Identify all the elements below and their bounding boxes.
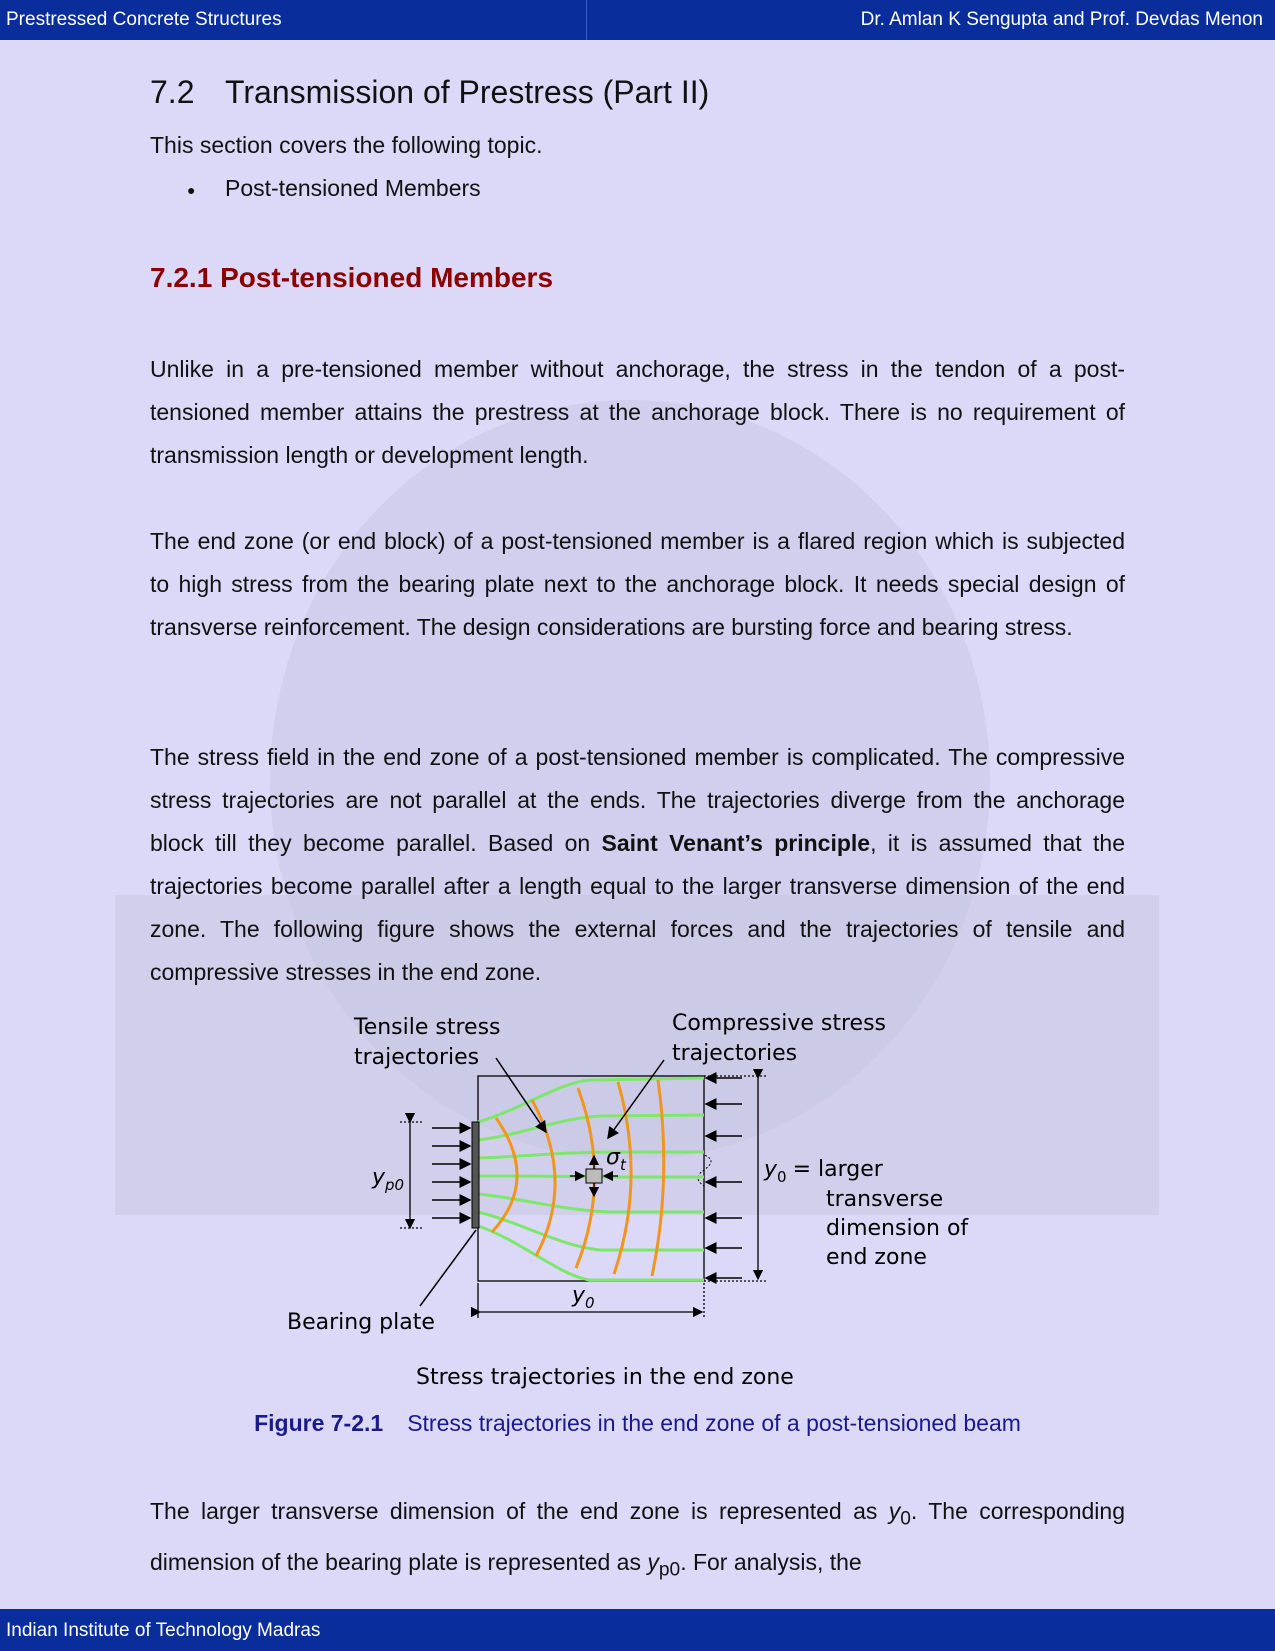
compressive-label-line1: Compressive stress [672, 1011, 887, 1036]
header-course-title: Prestressed Concrete Structures [6, 9, 282, 30]
footer-institute: Indian Institute of Technology Madras [6, 1620, 321, 1641]
p4-var-y0: y [888, 1498, 901, 1524]
section-title: Post-tensioned Members [220, 262, 554, 293]
p4-sub-y0: 0 [900, 1508, 911, 1530]
y0-desc-line4: end zone [826, 1245, 927, 1270]
compressive-label-line2: trajectories [672, 1041, 798, 1066]
yp0-label: $y_{p0}$ [372, 1165, 405, 1194]
section-heading [150, 262, 1125, 294]
p4-text-c: . For analysis, the [680, 1548, 862, 1575]
footer-bar [0, 1609, 1275, 1651]
paragraph-3 [150, 736, 1125, 994]
bearing-plate-shape [472, 1122, 479, 1228]
y0-vertical-dimension [704, 1076, 766, 1281]
paragraph-4 [150, 1490, 1125, 1591]
yp0-dimension [400, 1122, 422, 1228]
bearing-plate-label: Bearing plate [287, 1310, 435, 1335]
figure-subtitle: Stress trajectories in the end zone [416, 1365, 794, 1390]
p3-text-a: The stress field in the end zone of a post-tensioned member is complicated. The compressive stress trajectories are not parallel at the ends. The trajectories diverge from the anchorage block till they become parallel. Based on [150, 744, 1125, 856]
tensile-label-line2: trajectories [354, 1045, 480, 1070]
header-divider [586, 0, 587, 40]
figure-caption-text: Stress trajectories in the end zone of a post-tensioned beam [407, 1410, 1021, 1436]
bullet-text: Post-tensioned Members [225, 175, 481, 201]
bearing-load-arrows [432, 1128, 470, 1218]
sigma-label: $\sigma_t$ [606, 1145, 626, 1174]
p4-text-a: The larger transverse dimension of the end zone is represented as [150, 1498, 889, 1524]
p4-text-b: . The corresponding dimension of the bearing plate is represented as [150, 1498, 1125, 1575]
section-number: 7.2.1 [150, 262, 213, 293]
title-number: 7.2 [150, 74, 195, 110]
title-text: Transmission of Prestress (Part II) [225, 74, 710, 110]
page-title [150, 74, 1125, 111]
bullet-dot: ● [187, 181, 196, 198]
y0-desc-line2: transverse [826, 1187, 944, 1212]
y0-vertical-label: $y_0$ = larger [764, 1157, 883, 1186]
tensile-label-line1: Tensile stress [354, 1015, 501, 1040]
y0-desc-line3: dimension of [826, 1216, 969, 1241]
p3-text-b: , it is assumed that the trajectories become parallel after a length equal to the larger transverse dimension of the end zone. The following figure shows the external forces and the trajectories of tensile and compressive stresses in the end zone. [150, 830, 1125, 985]
p4-var-yp0: y [647, 1548, 659, 1575]
stress-trajectory-figure [260, 1000, 1000, 1390]
header-bar [0, 0, 1275, 40]
paragraph-2: The end zone (or end block) of a post-tensioned member is a flared region which is subjected to high stress from the bearing plate next to the anchorage block. It needs special design of transverse reinforcement. The design considerations are bursting force and bearing stress. [150, 528, 1125, 640]
stress-element [586, 1169, 602, 1183]
figure-caption [150, 1410, 1125, 1437]
paragraph-1: Unlike in a pre-tensioned member without anchorage, the stress in the tendon of a post-tensioned member attains the prestress at the anchorage block. There is no requirement of transmission length or development length. [150, 356, 1125, 468]
intro-text: This section covers the following topic. [150, 132, 543, 158]
header-authors: Dr. Amlan K Sengupta and Prof. Devdas Menon [860, 9, 1263, 30]
figure-svg [260, 1000, 1000, 1390]
topic-bullet [187, 175, 1162, 202]
figure-caption-label: Figure 7-2.1 [254, 1410, 384, 1436]
p3-bold-term: Saint Venant’s principle [601, 830, 871, 856]
p4-sub-yp0: p0 [658, 1559, 681, 1581]
y0-horizontal-label: $y_0$ [572, 1283, 595, 1312]
end-reaction-arrows [706, 1078, 742, 1278]
